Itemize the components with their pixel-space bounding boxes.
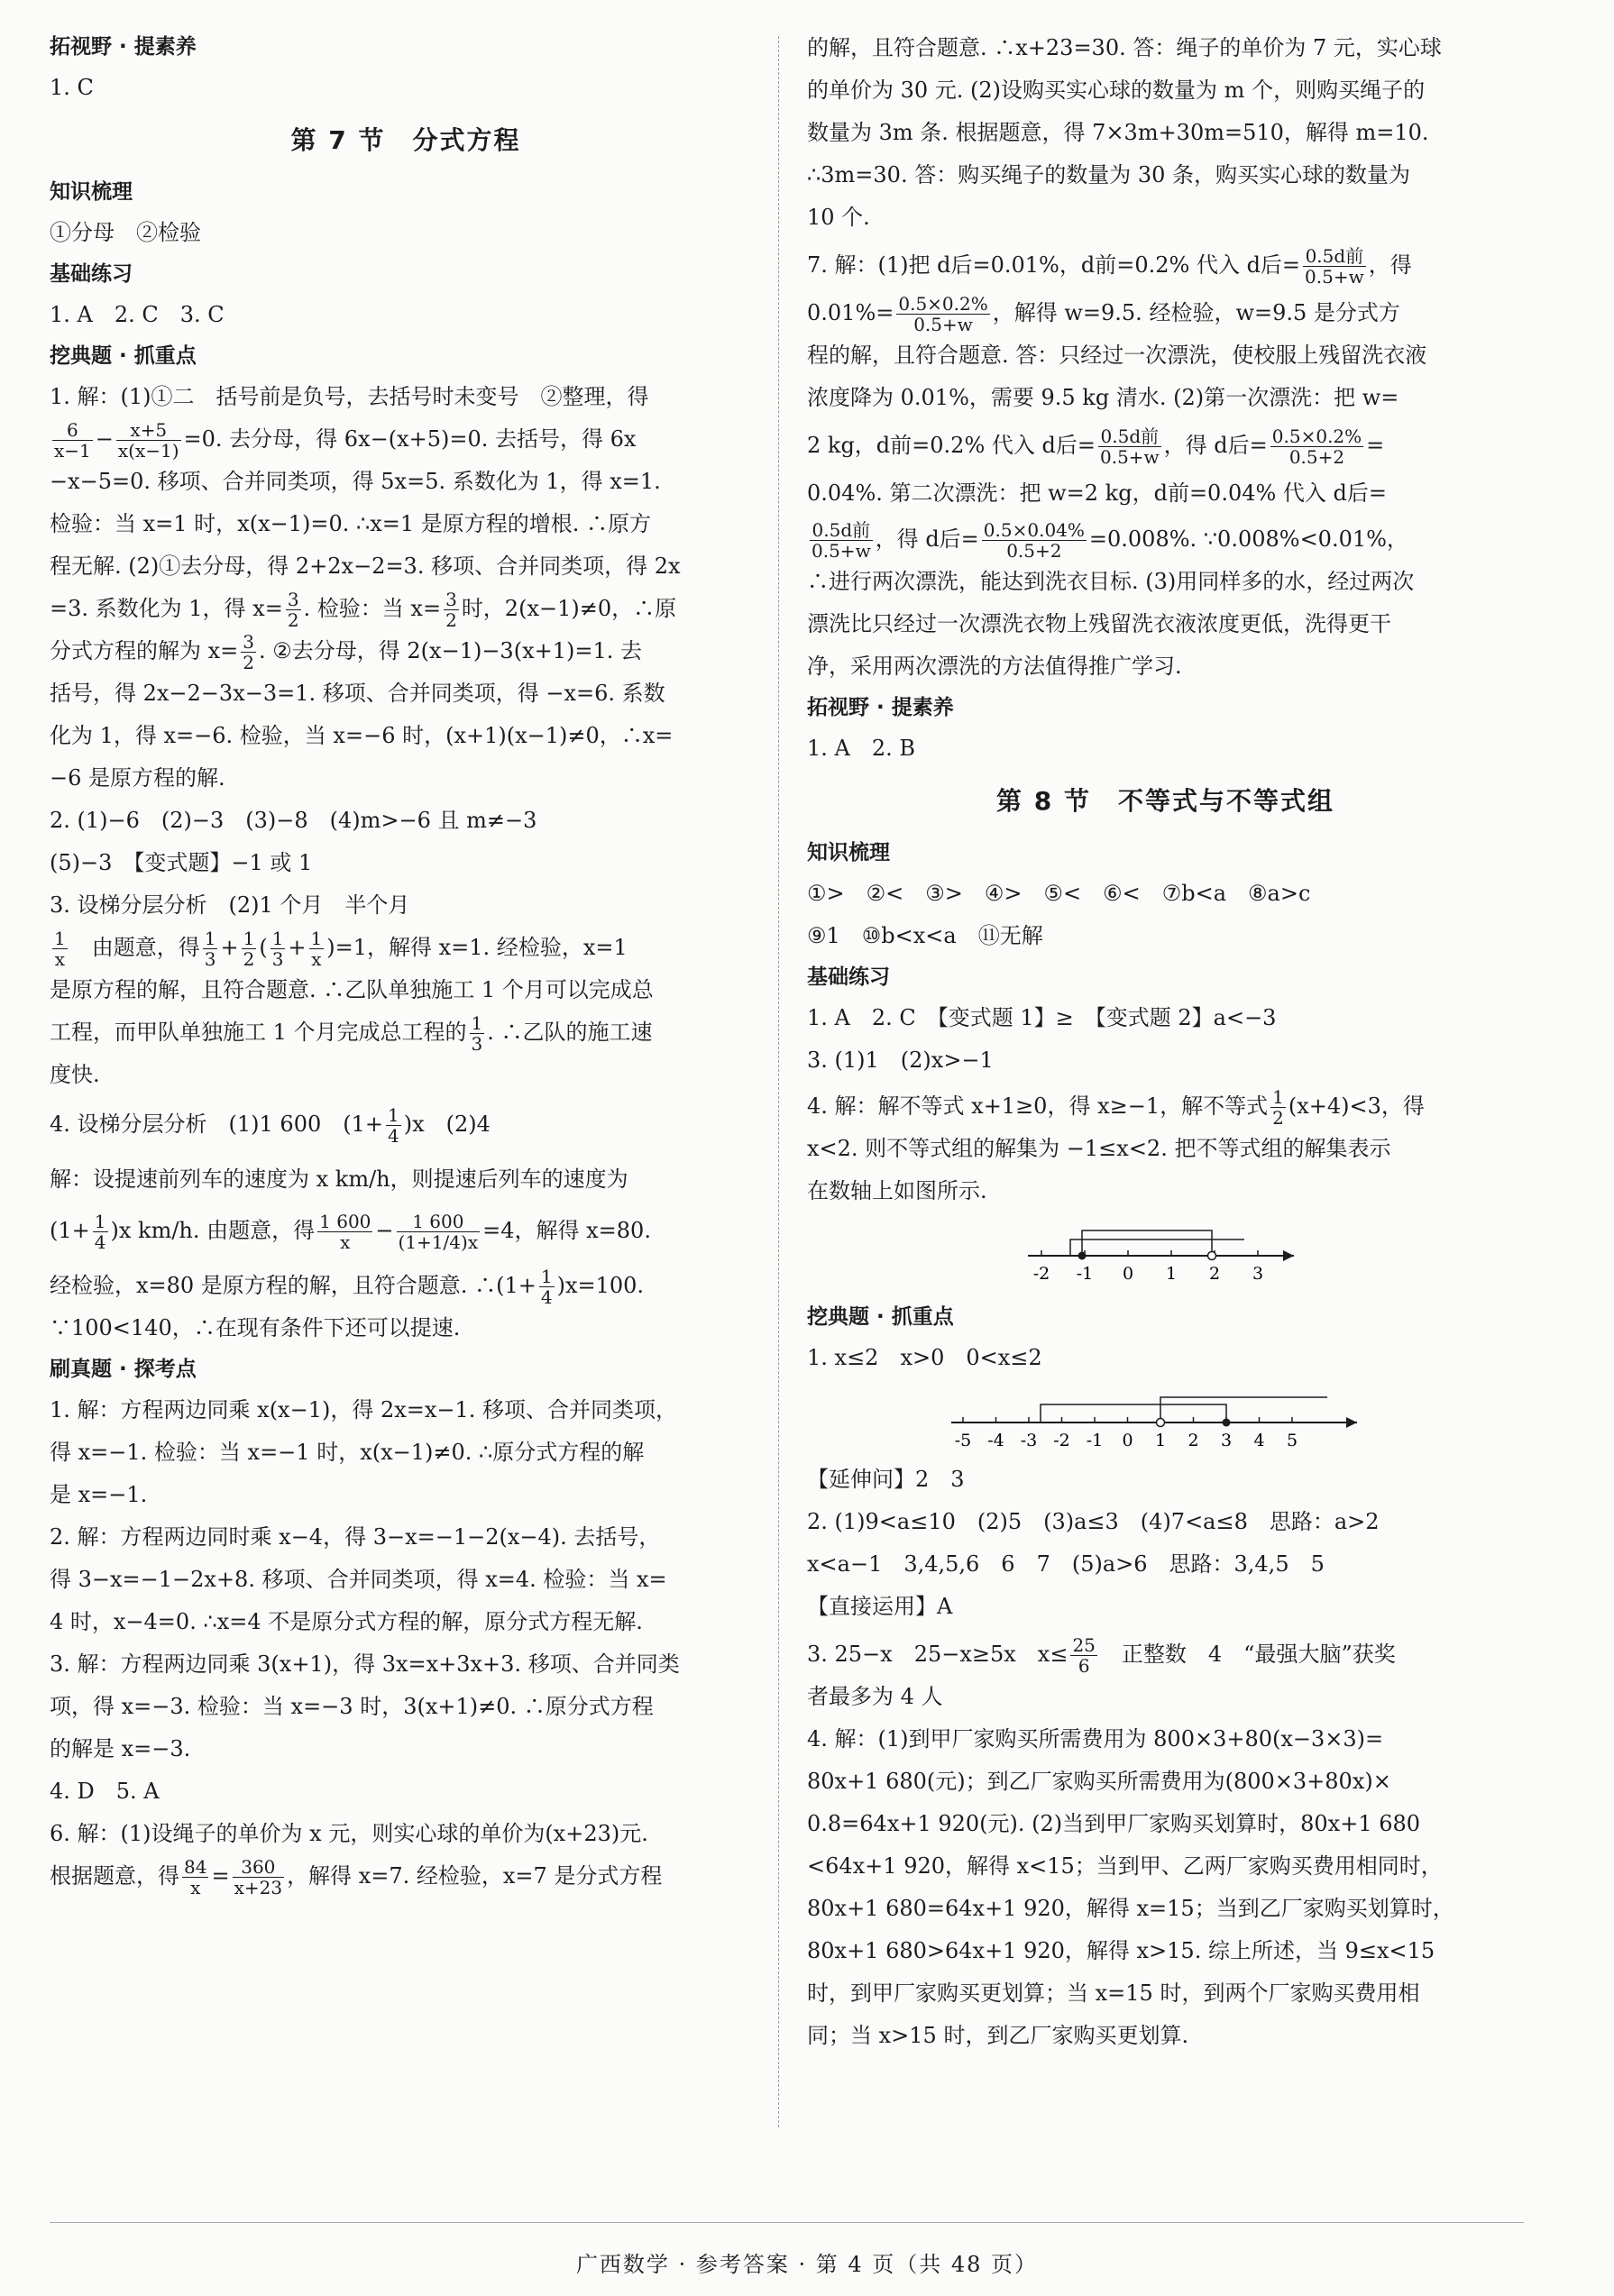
text-line: <64x+1 920，解得 x<15；当到甲、乙两厂家购买费用相同时， xyxy=(807,1853,1443,1879)
tick-label: 0 xyxy=(1122,1264,1134,1284)
fraction: $\frac{84}{x}$ xyxy=(184,1856,207,1898)
text-line: −6 是原方程的解. xyxy=(50,765,225,791)
section-heading: 知识梳理 xyxy=(807,841,890,864)
tick-label: 2 xyxy=(1208,1264,1221,1284)
tick-label: 0 xyxy=(1122,1431,1133,1450)
text-line: (1+ $\frac{1}{4}$ )x km/h. 由题意，得 $\frac{1 600}{x}$ − $\frac{1 600}{(1+1/4)x}$ =4，解得 x=80. xyxy=(50,1211,651,1253)
fraction: $\frac{1}{x}$ xyxy=(310,928,323,970)
section-heading: 拓视野 · 提素养 xyxy=(807,696,954,719)
text-line: 项，得 x=−3. 检验：当 x=−3 时，3(x+1)≠0. ∴原分式方程 xyxy=(50,1694,654,1719)
number-line-2 xyxy=(807,1385,1524,1450)
fraction: $\frac{0.5\times 0.2\%}{0.5+w}$ xyxy=(898,293,988,335)
answer-line: 2. (1)9<a≤10 (2)5 (3)a≤3 (4)7<a≤8 思路：a>2 xyxy=(807,1509,1380,1534)
answer-line: 1. x≤2 x>0 0<x≤2 xyxy=(807,1345,1042,1370)
fraction: $\frac{\text{0.5d前}}{0.5+w}$ xyxy=(1099,425,1160,468)
tick-label: -1 xyxy=(1086,1431,1104,1450)
text-line: ∴进行两次漂洗，能达到洗衣目标. (3)用同样多的水，经过两次 xyxy=(807,569,1415,594)
question-2: 2. (1)−6 (2)−3 (3)−8 (4)m>−6 且 m≠−3 xyxy=(50,808,537,833)
text-line: 7. 解：(1)把 d后=0.01%，d前=0.2% 代入 d后= $\frac{\text{0.5d前}}{0.5+w}$ ，得 xyxy=(807,245,1412,288)
left-column xyxy=(50,27,762,1898)
fraction: $\frac{3}{2}$ xyxy=(445,589,457,631)
text-line: 检验：当 x=1 时，x(x−1)=0. ∴x=1 是原方程的增根. ∴原方 xyxy=(50,511,652,536)
closed-point xyxy=(1223,1419,1231,1427)
text-line: 3. 解：方程两边同乘 3(x+1)，得 3x=x+3x+3. 移项、合并同类 xyxy=(50,1651,680,1677)
section-heading: 挖典题 · 抓重点 xyxy=(50,344,197,368)
fraction: $\frac{1}{2}$ xyxy=(243,928,255,970)
fraction: $\frac{\text{0.5d前}}{0.5+w}$ xyxy=(1305,245,1364,288)
fraction: $\frac{1}{2}$ xyxy=(1272,1086,1284,1129)
tick-label: 3 xyxy=(1220,1431,1233,1450)
question-7 xyxy=(807,244,1524,688)
text-line: 经检验，x=80 是原方程的解，且符合题意. ∴(1+ $\frac{1}{4}$ )x=100. xyxy=(50,1266,645,1308)
text-line: 程无解. (2)①去分母，得 2+2x−2=3. 移项、合并同类项，得 2x xyxy=(50,553,681,579)
text-line: 4. 解：解不等式 x+1≥0，得 x≥−1，解不等式 $\frac{1}{2}$ (x+4)<3，得 xyxy=(807,1086,1425,1129)
text-line: 10 个. xyxy=(807,205,870,230)
fraction: $\frac{1}{4}$ xyxy=(388,1104,399,1147)
text-line: −x−5=0. 移项、合并同类项，得 5x=5. 系数化为 1，得 x=1. xyxy=(50,469,661,494)
fraction: $\frac{1 600}{x}$ xyxy=(319,1211,371,1253)
page-footer: 广西数学 · 参考答案 · 第 4 页（共 48 页） xyxy=(575,2252,1039,2277)
tick-label: -3 xyxy=(1020,1431,1038,1450)
text-line: 0.8=64x+1 920(元). (2)当到甲厂家购买划算时，80x+1 680 xyxy=(807,1811,1421,1836)
text-line: 得 3−x=−1−2x+8. 移项、合并同类项，得 x=4. 检验：当 x= xyxy=(50,1567,667,1592)
text-line: 4. D 5. A xyxy=(50,1779,160,1804)
text-line: 化为 1，得 x=−6. 检验，当 x=−6 时，(x+1)(x−1)≠0，∴x= xyxy=(50,723,674,748)
section-heading: 知识梳理 xyxy=(50,180,133,204)
tick-label: -2 xyxy=(1032,1264,1050,1284)
text-line: 括号，得 2x−2−3x−3=1. 移项、合并同类项，得 −x=6. 系数 xyxy=(50,681,665,706)
section-heading: 拓视野 · 提素养 xyxy=(50,35,197,59)
text-line: $\frac{\text{0.5d前}}{0.5+w}$ ，得 d后= $\frac{0.5\times 0.04\%}{0.5+2}$ =0.008%. ∵0.008%<0.01%， xyxy=(812,519,1408,562)
text-line: 4 时，x−4=0. ∴x=4 不是原分式方程的解，原分式方程无解. xyxy=(50,1609,643,1634)
text-line: 0.01%= $\frac{0.5\times 0.2\%}{0.5+w}$ ，解得 w=9.5. 经检验，w=9.5 是分式方 xyxy=(807,293,1400,335)
answer-line: ①> ②< ③> ④> ⑤< ⑥< ⑦b<a ⑧a>c xyxy=(807,881,1311,906)
text-line: 2 kg，d前=0.2% 代入 d后= $\frac{\text{0.5d前}}{0.5+w}$ ，得 d后= $\frac{0.5\times 0.2\%}{0.5+2}$ = xyxy=(807,425,1385,468)
fraction: $\frac{1}{4}$ xyxy=(540,1266,553,1308)
section-heading: 基础练习 xyxy=(50,262,133,286)
fraction: $\frac{1}{3}$ xyxy=(271,928,284,970)
text-line: 程的解，且符合题意. 答：只经过一次漂洗，使校服上残留洗衣液 xyxy=(807,343,1427,368)
question-2: (5)−3 【变式题】−1 或 1 xyxy=(50,850,313,875)
text-line: 是 x=−1. xyxy=(50,1482,148,1507)
text-line: $\frac{1}{x}$ 由题意，得 $\frac{1}{3}$ + $\frac{1}{2}$ ( $\frac{1}{3}$ + $\frac{1}{x}$ )=1，解得 x=1. 经检验，x=1 xyxy=(54,928,628,970)
question-4 xyxy=(50,1103,762,1349)
text-line: 0.04%. 第二次漂洗：把 w=2 kg，d前=0.04% 代入 d后= xyxy=(807,480,1388,506)
text-line: ∵100<140，∴在现有条件下还可以提速. xyxy=(50,1315,461,1340)
tick-label: -1 xyxy=(1076,1264,1094,1284)
text-line: 4. 设梯分层分析 (1)1 600 (1+ $\frac{1}{4}$ )x (2)4 xyxy=(50,1104,491,1147)
text-line: 80x+1 680(元)；到乙厂家购买所需费用为(800×3+80x)× xyxy=(807,1769,1391,1794)
text-line: 1. 解：方程两边同乘 x(x−1)，得 2x=x−1. 移项、合并同类项， xyxy=(50,1397,678,1422)
answer-line: x<a−1 3,4,5,6 6 7 (5)a>6 思路：3,4,5 5 xyxy=(807,1551,1325,1577)
text-line: 同；当 x>15 时，到乙厂家购买更划算. xyxy=(807,2023,1189,2048)
fraction: $\frac{1 600}{(1+1/4)x}$ xyxy=(398,1211,479,1253)
fraction: $\frac{x+5}{x(x-1)}$ xyxy=(117,419,179,462)
tick-label: 4 xyxy=(1253,1431,1265,1450)
text-line: x<2. 则不等式组的解集为 −1≤x<2. 把不等式组的解集表示 xyxy=(807,1136,1391,1161)
question-3 xyxy=(50,884,762,1096)
tick-label: -4 xyxy=(987,1431,1004,1450)
number-line-1 xyxy=(807,1218,1524,1288)
fraction: $\frac{25}{6}$ xyxy=(1072,1634,1096,1677)
tick-label: -2 xyxy=(1053,1431,1070,1450)
tick-label: 3 xyxy=(1252,1264,1264,1284)
answer-line: 【延伸问】2 3 xyxy=(807,1467,965,1492)
text-line: 在数轴上如图所示. xyxy=(807,1178,987,1203)
tick-label: 5 xyxy=(1286,1431,1298,1450)
answer-line: 1. A 2. B xyxy=(807,736,916,761)
text-line: 漂洗比只经过一次漂洗衣物上残留洗衣液浓度更低，洗得更干 xyxy=(807,611,1391,636)
fraction: $\frac{1}{x}$ xyxy=(54,928,66,970)
fraction: $\frac{360}{x+23}$ xyxy=(234,1856,283,1898)
footer-rule xyxy=(50,2222,1524,2223)
fraction: $\frac{1}{3}$ xyxy=(204,928,216,970)
closed-point xyxy=(1078,1252,1087,1260)
text-line: 浓度降为 0.01%，需要 9.5 kg 清水. (2)第一次漂洗：把 w= xyxy=(807,385,1399,410)
fraction: $\frac{1}{4}$ xyxy=(94,1211,106,1253)
text-line: 数量为 3m 条. 根据题意，得 7×3m+30m=510，解得 m=10. xyxy=(807,120,1429,145)
section-title-7: 第 7 节 分式方程 xyxy=(290,125,521,155)
text-line: 度快. xyxy=(50,1062,100,1087)
section-title-8: 第 8 节 不等式与不等式组 xyxy=(996,786,1334,816)
fraction: $\frac{\text{0.5d前}}{0.5+w}$ xyxy=(812,519,871,562)
section-heading: 挖典题 · 抓重点 xyxy=(807,1305,954,1329)
answer-line: 【直接运用】A xyxy=(807,1594,953,1619)
answer-line: 3. (1)1 (2)x>−1 xyxy=(807,1047,994,1073)
fraction: $\frac{3}{2}$ xyxy=(287,589,299,631)
text-line: 4. 解：(1)到甲厂家购买所需费用为 800×3+80(x−3×3)= xyxy=(807,1726,1384,1752)
text-line: ∴3m=30. 答：购买绳子的数量为 30 条，购买实心球的数量为 xyxy=(807,162,1410,188)
text-line: 者最多为 4 人 xyxy=(807,1684,943,1709)
text-line: 80x+1 680>64x+1 920，解得 x>15. 综上所述，当 9≤x<15 xyxy=(807,1938,1435,1963)
fraction: $\frac{6}{x-1}$ xyxy=(54,419,91,462)
text-line: 1. 解：(1)①二 括号前是负号，去括号时未变号 ②整理，得 xyxy=(50,384,649,409)
answer-line: ⑨1 ⑩b<x<a ⑪无解 xyxy=(807,923,1043,948)
text-line: 80x+1 680=64x+1 920，解得 x=15；当到乙厂家购买划算时， xyxy=(807,1896,1454,1921)
text-line: 的解，且符合题意. ∴x+23=30. 答：绳子的单价为 7 元，实心球 xyxy=(807,35,1442,60)
text-line: 工程，而甲队单独施工 1 个月完成总工程的 $\frac{1}{3}$ . ∴乙队的施工速 xyxy=(50,1012,653,1055)
question-1 xyxy=(50,376,762,800)
text-line: 解：设提速前列车的速度为 x km/h，则提速后列车的速度为 xyxy=(50,1166,628,1192)
answer-line: 1. C xyxy=(50,75,94,100)
answer-line: 1. A 2. C 3. C xyxy=(50,302,225,327)
text-line: 分式方程的解为 x= $\frac{3}{2}$ . ②去分母，得 2(x−1)−3(x+1)=1. 去 xyxy=(50,631,642,673)
text-line: 3. 25−x 25−x≥5x x≤ $\frac{25}{6}$ 正整数 4 “最强大脑”获奖 xyxy=(807,1634,1396,1677)
tick-label: 1 xyxy=(1165,1264,1178,1284)
fraction: $\frac{3}{2}$ xyxy=(243,631,255,673)
answer-line: 1. A 2. C 【变式题 1】≥ 【变式题 2】a<−3 xyxy=(807,1005,1277,1030)
answer-line: ①分母 ②检验 xyxy=(50,220,201,245)
text-line: 的单价为 30 元. (2)设购买实心球的数量为 m 个，则购买绳子的 xyxy=(807,78,1426,103)
text-line: 净，采用两次漂洗的方法值得推广学习. xyxy=(807,654,1182,679)
text-line: 得 x=−1. 检验：当 x=−1 时，x(x−1)≠0. ∴原分式方程的解 xyxy=(50,1440,645,1465)
fraction: $\frac{0.5\times 0.2\%}{0.5+2}$ xyxy=(1271,425,1362,468)
right-column xyxy=(807,27,1524,2057)
text-line: 的解是 x=−3. xyxy=(50,1736,191,1761)
text-line: 6. 解：(1)设绳子的单价为 x 元，则实心球的单价为(x+23)元. xyxy=(50,1821,648,1846)
text-line: =3. 系数化为 1，得 x= $\frac{3}{2}$ . 检验：当 x= $\frac{3}{2}$ 时，2(x−1)≠0，∴原 xyxy=(50,589,677,631)
text-line: 时，到甲厂家购买更划算；当 x=15 时，到两个厂家购买费用相 xyxy=(807,1980,1420,2006)
text-line: 3. 设梯分层分析 (2)1 个月 半个月 xyxy=(50,892,410,918)
text-line: $\frac{6}{x-1}$ − $\frac{x+5}{x(x-1)}$ =0. 去分母，得 6x−(x+5)=0. 去括号，得 6x xyxy=(54,419,637,462)
section-heading: 基础练习 xyxy=(807,965,890,989)
tick-label: 2 xyxy=(1188,1431,1199,1450)
tick-label: 1 xyxy=(1154,1431,1167,1450)
column-divider xyxy=(778,36,780,2127)
fraction: $\frac{0.5\times 0.04\%}{0.5+2}$ xyxy=(983,519,1085,562)
text-line: 是原方程的解，且符合题意. ∴乙队单独施工 1 个月可以完成总 xyxy=(50,977,654,1002)
fraction: $\frac{1}{3}$ xyxy=(471,1012,483,1055)
tick-label: -5 xyxy=(954,1431,972,1450)
text-line: 2. 解：方程两边同时乘 x−4，得 3−x=−1−2(x−4). 去括号， xyxy=(50,1524,661,1550)
section-heading: 刷真题 · 探考点 xyxy=(50,1358,197,1381)
open-point xyxy=(1208,1252,1216,1260)
text-line: 根据题意，得 $\frac{84}{x}$ = $\frac{360}{x+23}$ ，解得 x=7. 经检验，x=7 是分式方程 xyxy=(50,1856,663,1898)
open-point xyxy=(1157,1419,1165,1427)
